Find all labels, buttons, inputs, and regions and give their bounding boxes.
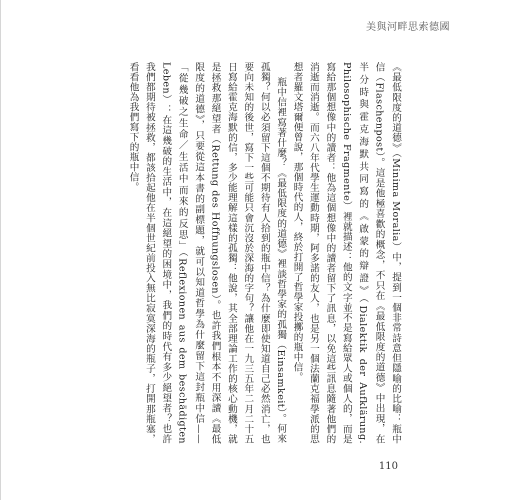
body-text xyxy=(127,62,403,444)
paragraph-2: 瓶中信裡寫著什麼？《最低限度的道德》裡談哲學家的孤獨（Einsamkeit）。何來孤獨？何以必須留下這個不期待有人拾到的瓶中信？為什麼即使知道自己必然消亡，也要向未知的後世，寫下一些可能只會沉沒於深海的字句？讓他在一九三五年二月二十五日寫給霍克海默的信，多少能理解這樣的孤獨：他說，其全部理論工作的核心動機，就是拯救那絕望者（Rettung des Hoffnungslosen）。也許我們根本不用深讀《最低限度的道德》，只要從這本書的副標題，就可以知道哲學為什麼留下這封瓶中信——「從幾破之生命／生活中而來的反思」（Reflexionen aus dem beschädigten Leben）：在這幾破的生活中，在這絕望的困境中，我們的時代有多少絕望者？也許我們都期待被拯救，都該拾起他在半個世紀前投入無比寂寞深海的瓶子，打開那瓶塞，看看他為我們寫下的瓶中信。 xyxy=(127,62,287,444)
paragraph-1: 《最低限度的道德》（Minima Moralia）中，提到一個非常詩意但隱喻的比喻：瓶中信（Flaschenpost）。這是他極喜歡的概念，不只在《最低限度的道德》中出現，在半分時與霍克海默共同寫的《啟蒙的辯證》（Dialektik der Aufklärung. Philosophische Fragmente）裡就描述：他的文字並不是寫給眾人或個人的，而是寫給那個想像中的讀者：他為這個想像中的讀者留下了訊息，以免這些訊息隨著他們的消逝而消逝。而六八年代學生運動時期，阿多諾的友人，也是另一個法蘭克福學派的思想者羅文塔爾便曾說，那個時代的人，終於打開了哲學家投擲的瓶中信。 xyxy=(291,62,401,444)
page-number: 110 xyxy=(378,461,398,472)
running-title: 美與河畔思索德國 xyxy=(366,22,450,33)
